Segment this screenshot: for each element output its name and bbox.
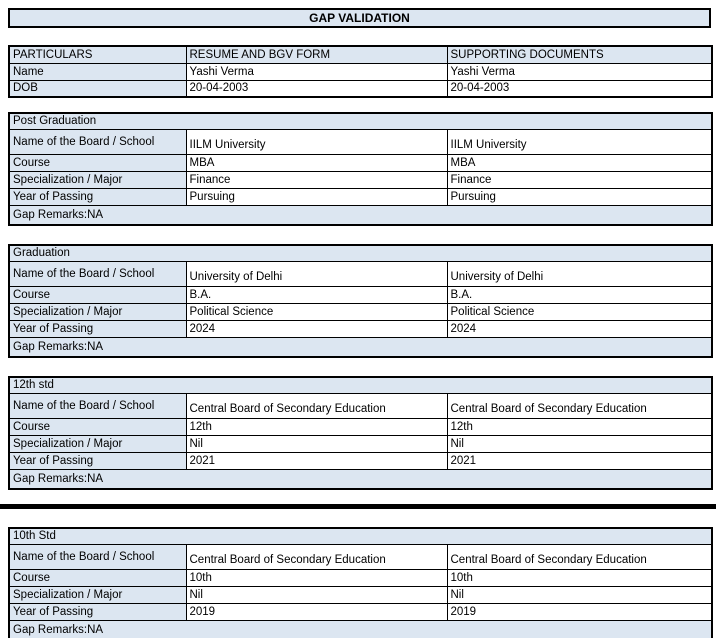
table-row [9,452,712,469]
table-row [9,63,712,80]
supporting-value: Central Board of Secondary Education [447,393,712,418]
row-label: Course [9,569,186,586]
supporting-value: 2019 [447,603,712,620]
table-row [9,303,712,320]
resume-value: 2024 [186,320,447,337]
supporting-value: B.A. [447,286,712,303]
supporting-value: MBA [447,154,712,171]
row-label: Name of the Board / School [9,393,186,418]
gap-remarks: Gap Remarks:NA [9,337,712,357]
gap-remarks-row [9,337,712,357]
table-row [9,80,712,97]
table-row [9,320,712,337]
resume-value: Central Board of Secondary Education [186,393,447,418]
supporting-value: University of Delhi [447,261,712,286]
supporting-value: Pursuing [447,188,712,205]
section-title: Post Graduation [9,113,712,129]
row-label: Specialization / Major [9,303,186,320]
section-table-12th-std [8,376,713,490]
row-label: Specialization / Major [9,586,186,603]
supporting-value: 2024 [447,320,712,337]
row-label-name: Name [9,63,186,80]
table-row [9,418,712,435]
section-title: Graduation [9,245,712,261]
row-label: Year of Passing [9,452,186,469]
supporting-value: Nil [447,435,712,452]
resume-value: Pursuing [186,188,447,205]
resume-value: 12th [186,418,447,435]
row-label-dob: DOB [9,80,186,97]
name-resume-value: Yashi Verma [186,63,447,80]
gap-remarks-row [9,205,712,225]
supporting-value: Finance [447,171,712,188]
supporting-value: Political Science [447,303,712,320]
column-header-particulars: PARTICULARS [9,46,186,63]
resume-value: Finance [186,171,447,188]
particulars-table [8,45,713,98]
resume-value: 2021 [186,452,447,469]
gap-remarks: Gap Remarks:NA [9,620,712,638]
gap-remarks-row [9,620,712,638]
row-label: Course [9,154,186,171]
table-row [9,188,712,205]
table-header-row [9,46,712,63]
row-label: Specialization / Major [9,171,186,188]
resume-value: Nil [186,586,447,603]
table-row [9,544,712,569]
supporting-value: 2021 [447,452,712,469]
row-label: Name of the Board / School [9,129,186,154]
table-row [9,286,712,303]
table-row [9,435,712,452]
supporting-value: IILM University [447,129,712,154]
supporting-value: Nil [447,586,712,603]
resume-value: 2019 [186,603,447,620]
dob-supporting-value: 20-04-2003 [447,80,712,97]
resume-value: Central Board of Secondary Education [186,544,447,569]
gap-remarks: Gap Remarks:NA [9,205,712,225]
table-row [9,569,712,586]
resume-value: Political Science [186,303,447,320]
row-label: Specialization / Major [9,435,186,452]
page-break-divider [0,504,716,509]
resume-value: 10th [186,569,447,586]
table-row [9,171,712,188]
row-label: Name of the Board / School [9,544,186,569]
resume-value: B.A. [186,286,447,303]
table-row [9,603,712,620]
section-header-row [9,528,712,544]
table-row [9,154,712,171]
column-header-supporting: SUPPORTING DOCUMENTS [447,46,712,63]
name-supporting-value: Yashi Verma [447,63,712,80]
row-label: Year of Passing [9,320,186,337]
section-title: 10th Std [9,528,712,544]
supporting-value: 10th [447,569,712,586]
section-header-row [9,377,712,393]
resume-value: MBA [186,154,447,171]
section-title: 12th std [9,377,712,393]
section-table-graduation [8,244,713,358]
row-label: Course [9,286,186,303]
gap-remarks: Gap Remarks:NA [9,469,712,489]
dob-resume-value: 20-04-2003 [186,80,447,97]
row-label: Course [9,418,186,435]
table-row [9,393,712,418]
section-header-row [9,245,712,261]
row-label: Year of Passing [9,603,186,620]
resume-value: University of Delhi [186,261,447,286]
column-header-resume: RESUME AND BGV FORM [186,46,447,63]
table-row [9,261,712,286]
section-table-post-graduation [8,112,713,226]
row-label: Name of the Board / School [9,261,186,286]
table-row [9,586,712,603]
gap-remarks-row [9,469,712,489]
resume-value: Nil [186,435,447,452]
supporting-value: Central Board of Secondary Education [447,544,712,569]
row-label: Year of Passing [9,188,186,205]
page-title: GAP VALIDATION [8,8,711,28]
table-row [9,129,712,154]
section-table-10th-std [8,527,713,638]
resume-value: IILM University [186,129,447,154]
section-header-row [9,113,712,129]
supporting-value: 12th [447,418,712,435]
